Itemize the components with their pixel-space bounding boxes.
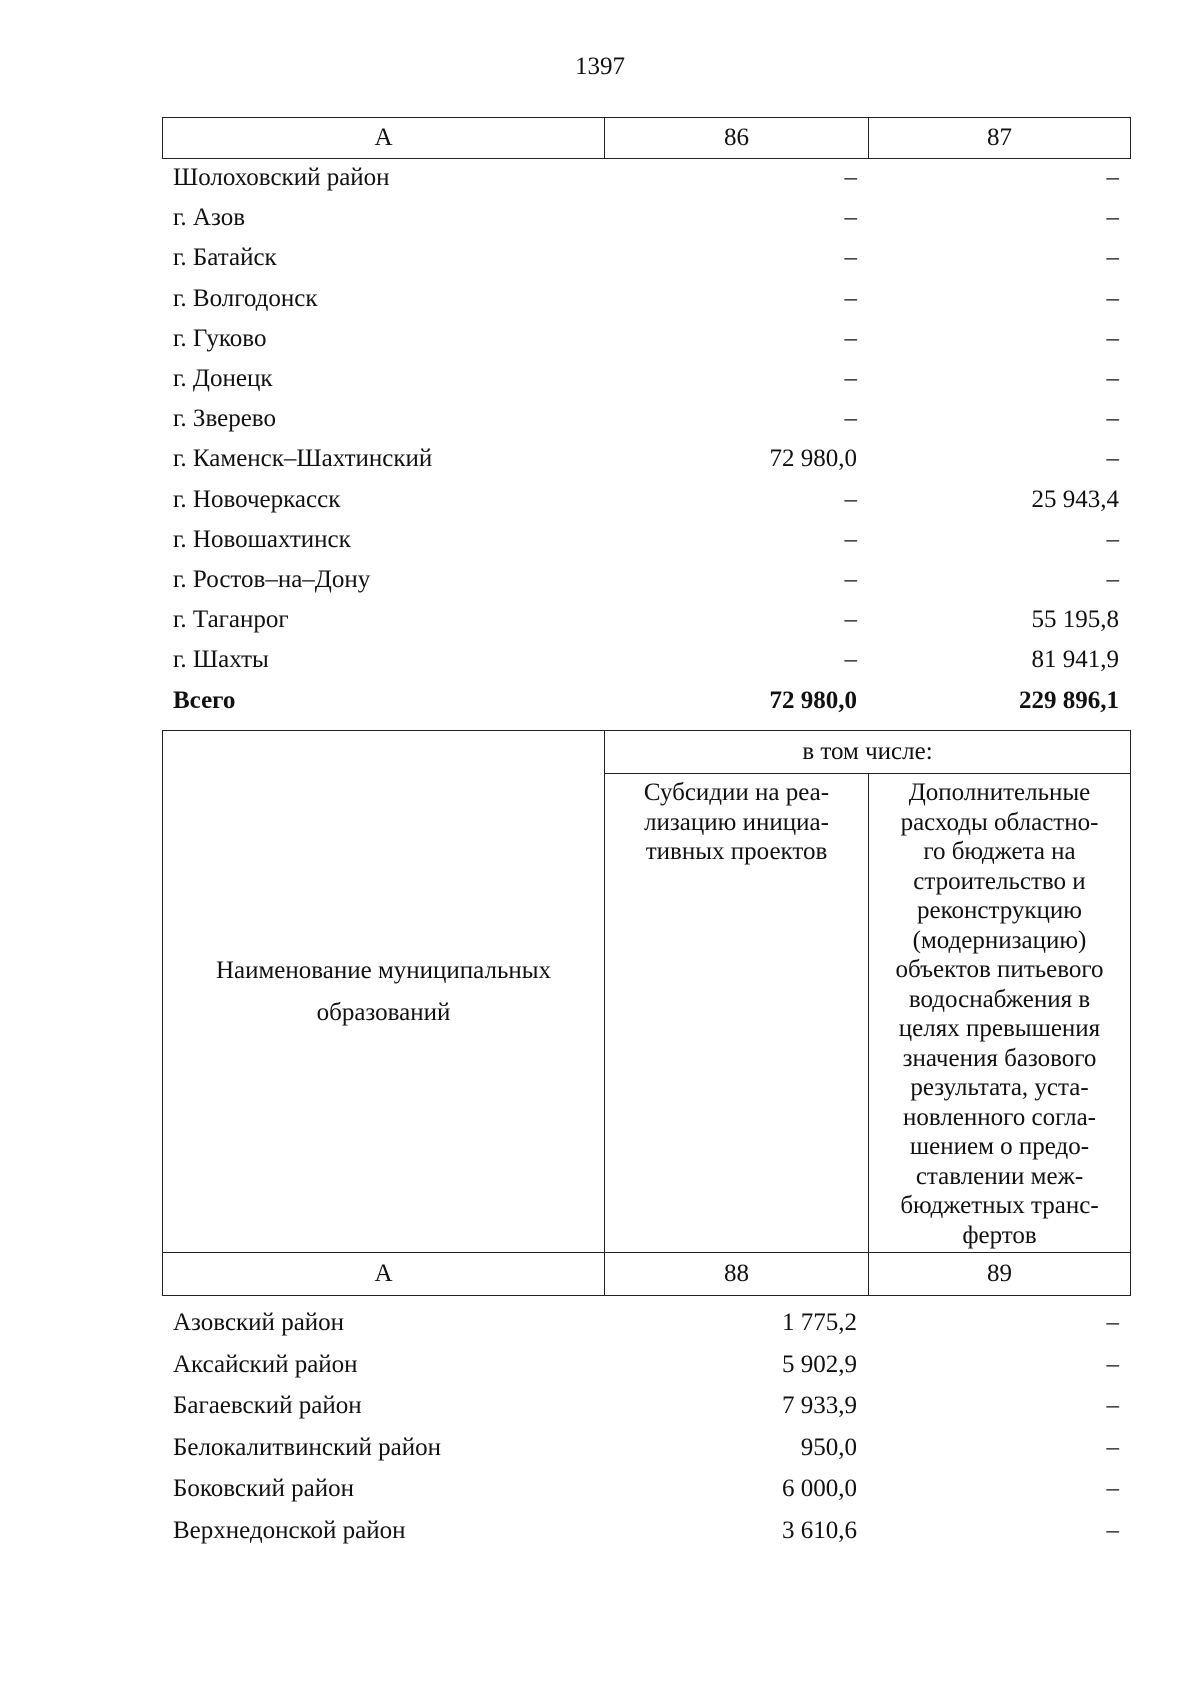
- row-value-87: –: [1106, 405, 1119, 433]
- table2-header-group-row: [163, 731, 1131, 774]
- row-value-86: –: [844, 646, 857, 674]
- total-row: [162, 680, 1130, 720]
- row-name: Азовский район: [173, 1309, 345, 1336]
- table-row: [162, 439, 1130, 479]
- table-row: [162, 1344, 1130, 1386]
- row-value-88: 1 775,2: [782, 1309, 857, 1336]
- table-row: [162, 1385, 1130, 1427]
- row-value-87: –: [1106, 244, 1119, 272]
- row-value-88: 6 000,0: [782, 1475, 857, 1502]
- row-value-86: –: [844, 324, 857, 352]
- row-name: Шолоховский район: [173, 164, 390, 192]
- row-value-87: –: [1106, 284, 1119, 312]
- table2-col-88: 88: [605, 1253, 869, 1296]
- row-value-89: –: [1106, 1309, 1119, 1336]
- row-value-87: –: [1106, 445, 1119, 473]
- table-row: [162, 560, 1130, 600]
- row-name: г. Каменск–Шахтинский: [173, 445, 433, 473]
- table-row: [162, 1468, 1130, 1510]
- table-row: [162, 600, 1130, 640]
- row-value-86: 72 980,0: [769, 445, 857, 473]
- row-name: Багаевский район: [173, 1392, 362, 1419]
- table-row: [162, 1302, 1130, 1344]
- table-row: [162, 319, 1130, 359]
- table-row: [162, 640, 1130, 680]
- col88-description: Субсидии на реа- лизацию инициа- тивных проектов: [605, 774, 869, 1253]
- table1-col-87: 87: [869, 118, 1131, 159]
- row-value-88: 5 902,9: [782, 1350, 857, 1378]
- table-row: [162, 1510, 1130, 1552]
- row-value-88: 7 933,9: [782, 1392, 857, 1419]
- table-row: [162, 238, 1130, 278]
- row-name: г. Таганрог: [173, 606, 289, 634]
- row-value-89: –: [1106, 1433, 1119, 1461]
- row-value-89: –: [1106, 1350, 1119, 1378]
- row-name: г. Зверево: [173, 405, 276, 433]
- row-value-88: 950,0: [800, 1433, 857, 1461]
- table2-col-a: А: [163, 1253, 605, 1296]
- row-name: г. Гуково: [173, 324, 267, 352]
- table-row: [162, 279, 1130, 319]
- row-name: Боковский район: [173, 1475, 354, 1502]
- row-name: г. Новочеркасск: [173, 485, 341, 513]
- table-row: [162, 399, 1130, 439]
- row-value-87: –: [1106, 164, 1119, 192]
- row-value-86: –: [844, 284, 857, 312]
- row-value-86: –: [844, 164, 857, 192]
- row-value-87: 25 943,4: [1031, 485, 1119, 513]
- row-value-86: –: [844, 365, 857, 393]
- row-name: г. Донецк: [173, 365, 273, 393]
- row-value-87: 81 941,9: [1031, 646, 1119, 674]
- row-value-86: –: [844, 204, 857, 232]
- row-value-89: –: [1106, 1516, 1119, 1544]
- row-value-87: –: [1106, 565, 1119, 593]
- total-label: Всего: [173, 686, 236, 714]
- col89-description: Дополнительные расходы областно- го бюджета на строительство и реконструкцию (модернизацию) объектов питьевого водоснабжения в целях превышения значения базового результата, уста- новленного согла- шением о предо- ставлении меж- бюджетных транс- фертов: [869, 774, 1131, 1253]
- total-value-86: 72 980,0: [769, 686, 857, 714]
- including-header: в том числе:: [605, 731, 1131, 774]
- row-value-87: –: [1106, 525, 1119, 553]
- page-number: 1397: [575, 53, 625, 80]
- table1-body: [162, 158, 1130, 721]
- table-row: [162, 520, 1130, 560]
- table1-header: [162, 117, 1131, 159]
- table2-header: [162, 730, 1131, 1296]
- row-name: Верхнедонской район: [173, 1516, 406, 1544]
- row-name: г. Азов: [173, 204, 246, 232]
- row-name: г. Волгодонск: [173, 284, 318, 312]
- table-row: [162, 198, 1130, 238]
- row-name: Аксайский район: [173, 1350, 358, 1378]
- row-value-89: –: [1106, 1392, 1119, 1419]
- row-value-89: –: [1106, 1475, 1119, 1502]
- row-value-88: 3 610,6: [782, 1516, 857, 1544]
- row-name: г. Новошахтинск: [173, 525, 351, 553]
- row-name: Белокалитвинский район: [173, 1433, 441, 1461]
- row-value-87: –: [1106, 204, 1119, 232]
- table-row: [162, 359, 1130, 399]
- table-row: [162, 1427, 1130, 1469]
- row-name: г. Ростов–на–Дону: [173, 565, 371, 593]
- table1-col-86: 86: [605, 118, 869, 159]
- row-name: г. Батайск: [173, 244, 277, 272]
- table2-body: [162, 1302, 1130, 1551]
- table2-header-numbers-row: [163, 1253, 1131, 1296]
- total-value-87: 229 896,1: [1019, 686, 1119, 714]
- row-value-86: –: [844, 525, 857, 553]
- table2-col-89: 89: [869, 1253, 1131, 1296]
- row-value-87: –: [1106, 324, 1119, 352]
- row-value-86: –: [844, 405, 857, 433]
- row-value-86: –: [844, 485, 857, 513]
- municipality-name-header: Наименование муниципальных образований: [163, 731, 605, 1253]
- table1-header-row: [163, 118, 1131, 159]
- row-value-86: –: [844, 606, 857, 634]
- row-value-86: –: [844, 244, 857, 272]
- table-row: [162, 158, 1130, 198]
- row-value-87: –: [1106, 365, 1119, 393]
- table-row: [162, 480, 1130, 520]
- row-name: г. Шахты: [173, 646, 269, 674]
- table1-col-a: А: [163, 118, 605, 159]
- row-value-86: –: [844, 565, 857, 593]
- row-value-87: 55 195,8: [1031, 606, 1119, 634]
